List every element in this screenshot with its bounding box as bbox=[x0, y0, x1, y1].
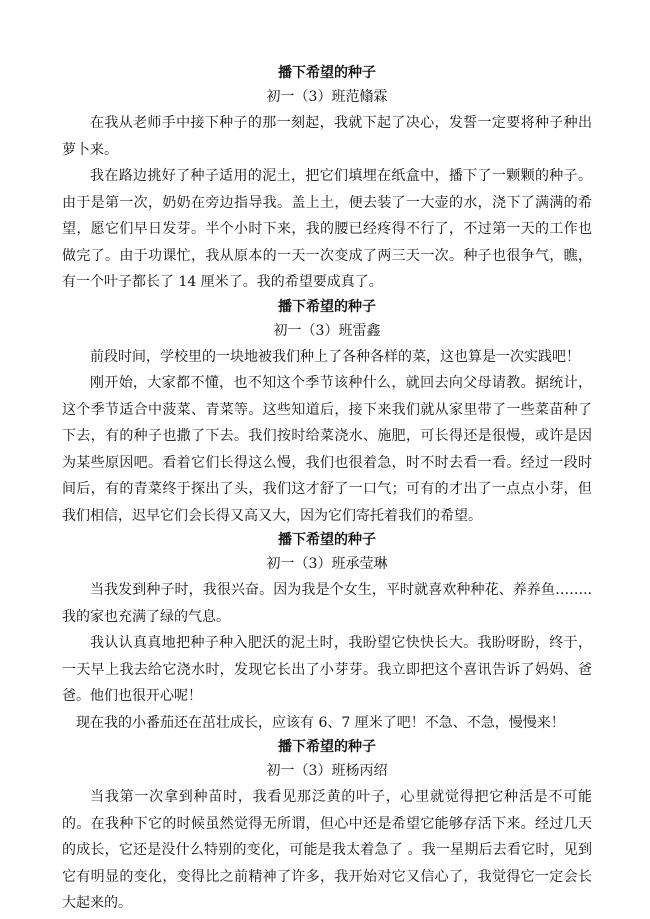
essay-paragraph: 在我从老师手中接下种子的那一刻起，我就下起了决心，发誓一定要将种子种出萝卜来。 bbox=[62, 115, 592, 158]
essay-paragraph: 当我发到种子时，我很兴奋。因为我是个女生，平时就喜欢种种花、养养鱼……..我的家也充满了绿的气息。 bbox=[62, 582, 592, 625]
essay-title: 播下希望的种子 bbox=[278, 739, 376, 755]
essay-paragraph: 当我第一次拿到种苗时，我看见那泛黄的叶子，心里就觉得把它种活是不可能的。在我种下它的时候虽然觉得无所谓，但心中还是希望它能够存活下来。经过几天的成长，它还是没什么特别的变化，可能是我太着急了 。我一星期后去看它时，见到它有明显的变化，变得比之前精神了许多，我开始对它又信心了，我觉得它一定会长大起来的。 bbox=[62, 789, 592, 911]
essay-title: 播下希望的种子 bbox=[278, 65, 376, 81]
essay-paragraph: 前段时间，学校里的一块地被我们种上了各种各样的菜，这也算是一次实践吧！ bbox=[90, 348, 580, 365]
essay-paragraph: 我认认真真地把种子种入肥沃的泥土时，我盼望它快快长大。我盼呀盼，终于，一天早上我去给它浇水时，发现它长出了小芽芽。我立即把这个喜讯告诉了妈妈、爸爸。他们也很开心呢！ bbox=[62, 635, 592, 704]
essay-author: 初一（3）班范翛霖 bbox=[266, 89, 388, 105]
essay-paragraph: 我在路边挑好了种子适用的泥土，把它们填埋在纸盒中，播下了一颗颗的种子。由于是第一次，奶奶在旁边指导我。盖上土，便去装了一大壶的水，浇下了满满的希望，愿它们早日发芽。半个小时下来，我的腰已经疼得不行了，不过第一天的工作也做完了。由于功课忙，我从原本的一天一次变成了两三天一次。种子也很争气，瞧，有一个叶子都长了 14 厘米了。我的希望要成真了。 bbox=[62, 168, 592, 290]
essay-4 bbox=[62, 736, 592, 917]
essay-3 bbox=[62, 529, 592, 736]
essay-2 bbox=[62, 296, 592, 530]
essay-1 bbox=[62, 62, 592, 296]
essay-title: 播下希望的种子 bbox=[278, 298, 376, 315]
essay-author: 初一（3）班杨丙绍 bbox=[266, 763, 388, 779]
essay-paragraph: 现在我的小番茄还在茁壮成长，应该有 6、7 厘米了吧！不急、不急，慢慢来！ bbox=[76, 714, 565, 731]
essay-author: 初一（3）班雷鑫 bbox=[273, 322, 381, 339]
document-page bbox=[62, 62, 592, 917]
essay-paragraph: 刚开始，大家都不懂，也不知这个季节该种什么，就回去向父母请教。据统计，这个季节适合中菠菜、青菜等。这些知道后，接下来我们就从家里带了一些菜苗种了下去，有的种子也撒了下去。我们按时给菜浇水、施肥，可长得还是很慢，或许是因为某些原因吧。看着它们长得这么慢，我们也很着急，时不时去看一看。经过一段时间后，有的青菜终于探出了头，我们这才舒了一口气；可有的才出了一点点小芽，但我们相信，迟早它们会长得又高又大，因为它们寄托着我们的希望。 bbox=[62, 375, 592, 524]
essay-author: 初一（3）班承莹琳 bbox=[266, 556, 388, 572]
essay-title: 播下希望的种子 bbox=[278, 532, 376, 548]
